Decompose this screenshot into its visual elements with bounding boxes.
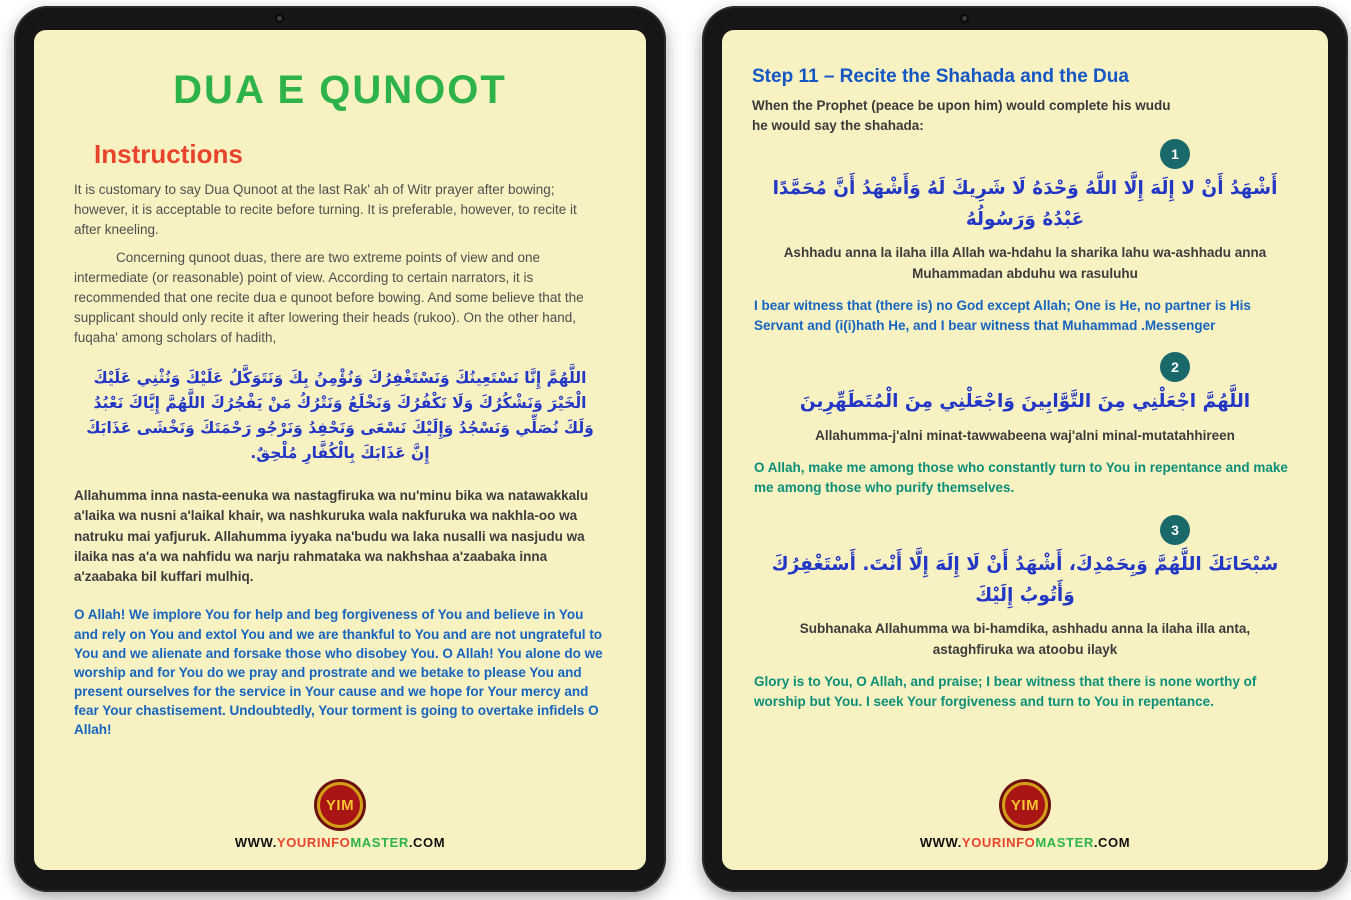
website-url bbox=[920, 835, 1130, 850]
url-www: WWW. bbox=[234, 835, 277, 850]
transliteration-2: Allahumma-j'alni minat-tawwabeena waj'alni minal-mutatahhireen bbox=[815, 427, 1235, 443]
url-yourinfo: YOURINFO bbox=[961, 835, 1036, 850]
step-intro: When the Prophet (peace be upon him) would complete his wudu he would say the shahada: bbox=[752, 98, 1171, 134]
shahada-item-2 bbox=[752, 350, 1298, 512]
footer-left bbox=[74, 782, 606, 854]
url-master: MASTER bbox=[1035, 835, 1094, 850]
page-title: DUA E QUNOOT bbox=[173, 68, 507, 112]
url-www: WWW. bbox=[919, 835, 962, 850]
arabic-text-1: أَشْهَدُ أَنْ لا إِلَهَ إِلَّا اللَّهُ وَحْدَهُ لَا شَرِيكَ لَهُ وَأَشْهَدُ أَنَّ مُحَمَّدًا عَبْدُهُ وَرَسُولُهُ bbox=[772, 177, 1278, 230]
dua-qunoot-transliteration: Allahumma inna nasta-eenuka wa nastagfiruka wa nu'minu bika wa natawakkalu a'laika wa nusni a'laikal khair, wa nashkuruka wala nakfuruka wa nakhla-oo wa natruku mai yafjuruk. Allahumma iyyaka na'budu wa laka nusalli wa nasjudu wa ilaika nas a'a wa nahfidu wa narju rahmataka wa nakhshaa a'zaabaka inna a'zaabaka bil kuffari mulhiq. bbox=[74, 488, 589, 585]
dua-qunoot-translation: O Allah! We implore You for help and beg forgiveness of You and believe in You and rely on You and extol You and we are thankful to You and are not ungrateful to You and we alienate and forsake those who disobey You. O Allah! You alone do we worship and for You do we pray and prostrate and we betake to please You and present ourselves for the service in Your cause and we hope for Your mercy and fear Your chastisement. Undoubtedly, Your torment is going to overtake infidels O Allah! bbox=[74, 607, 603, 738]
translation-1: I bear witness that (there is) no God except Allah; One is He, no partner is His Servant and (i(i)hath He, and I bear witness that Muhammad .Messenger bbox=[754, 297, 1251, 334]
camera-dot-icon bbox=[960, 14, 969, 23]
footer-right bbox=[752, 782, 1298, 854]
arabic-text-3: سُبْحَانَكَ اللَّهُمَّ وَبِحَمْدِكَ، أَشْهَدُ أَنْ لَا إِلَهَ إِلَّا أَنْتَ. أَسْتَغْفِرُكَ وَأَتُوبُ إِلَيْكَ bbox=[771, 553, 1279, 606]
website-url bbox=[235, 835, 445, 850]
shahada-item-1 bbox=[752, 137, 1298, 351]
instructions-heading: Instructions bbox=[94, 139, 243, 169]
instructions-paragraph-2: Concerning qunoot duas, there are two extreme points of view and one intermediate (or reasonable) point of view. According to certain narrators, it is recommended that one recite dua e qunoot before bowing. And some believe that the supplicant should only recite it after lowering their heads (rukoo). On the other hand, fuqaha' among scholars of hadith, bbox=[74, 249, 584, 345]
arabic-text-2: اللَّهُمَّ اجْعَلْنِي مِنَ التَّوَّابِينَ وَاجْعَلْنِي مِنَ الْمُتَطَهِّرِينَ bbox=[799, 391, 1251, 413]
url-master: MASTER bbox=[350, 835, 409, 850]
shahada-item-3 bbox=[752, 513, 1298, 727]
tablet-frame-left bbox=[14, 6, 666, 892]
dua-qunoot-arabic-text: اللَّهُمَّ إِنَّا نَسْتَعِينُكَ وَنَسْتَغْفِرُكَ وَنُؤْمِنُ بِكَ وَنَتَوَكَّلُ عَلَيْكَ وَنُثْنِي عَلَيْكَ الْخَيْرَ وَنَشْكُرُكَ وَلَا نَكْفُرُكَ وَنَخْلَعُ وَنَتْرُكُ مَنْ يَفْجُرُكَ اللَّهُمَّ إِيَّاكَ نَعْبُدُ وَلَكَ نُصَلِّي وَنَسْجُدُ وَإِلَيْكَ نَسْعَى وَنَحْفِدُ وَنَرْجُو رَحْمَتَكَ وَنَخْشَى عَذَابَكَ إِنَّ عَذَابَكَ بِالْكُفَّارِ مُلْحِقٌ. bbox=[86, 368, 594, 463]
url-com: .COM bbox=[408, 835, 446, 850]
translation-3: Glory is to You, O Allah, and praise; I bear witness that there is none worthy of worship but You. I seek Your forgiveness and turn to You in repentance. bbox=[754, 673, 1257, 710]
url-com: .COM bbox=[1093, 835, 1131, 850]
step-number-badge-2: 2 bbox=[1160, 352, 1190, 382]
translation-2: O Allah, make me among those who constantly turn to You in repentance and make me among those who purify themselves. bbox=[754, 460, 1288, 496]
brand-logo-icon: YIM bbox=[317, 782, 363, 828]
transliteration-3: Subhanaka Allahumma wa bi-hamdika, ashhadu anna la ilaha illa anta, astaghfiruka wa atoobu ilayk bbox=[799, 621, 1251, 657]
screen-right bbox=[722, 30, 1328, 870]
camera-dot-icon bbox=[275, 14, 284, 23]
step-heading: Step 11 – Recite the Shahada and the Dua bbox=[752, 66, 1129, 87]
step-number-badge-3: 3 bbox=[1160, 515, 1190, 545]
screen-left bbox=[34, 30, 646, 870]
tablet-frame-right bbox=[702, 6, 1348, 892]
transliteration-1: Ashhadu anna la ilaha illa Allah wa-hdahu la sharika lahu wa-ashhadu anna Muhammadan abduhu wa rasuluhu bbox=[783, 245, 1267, 281]
url-yourinfo: YOURINFO bbox=[276, 835, 351, 850]
instructions-paragraph-1: It is customary to say Dua Qunoot at the last Rak' ah of Witr prayer after bowing; however, it is acceptable to recite before turning. It is preferable, however, to recite it after kneeling. bbox=[74, 182, 577, 237]
step-number-badge-1: 1 bbox=[1160, 139, 1190, 169]
brand-logo-icon: YIM bbox=[1002, 782, 1048, 828]
